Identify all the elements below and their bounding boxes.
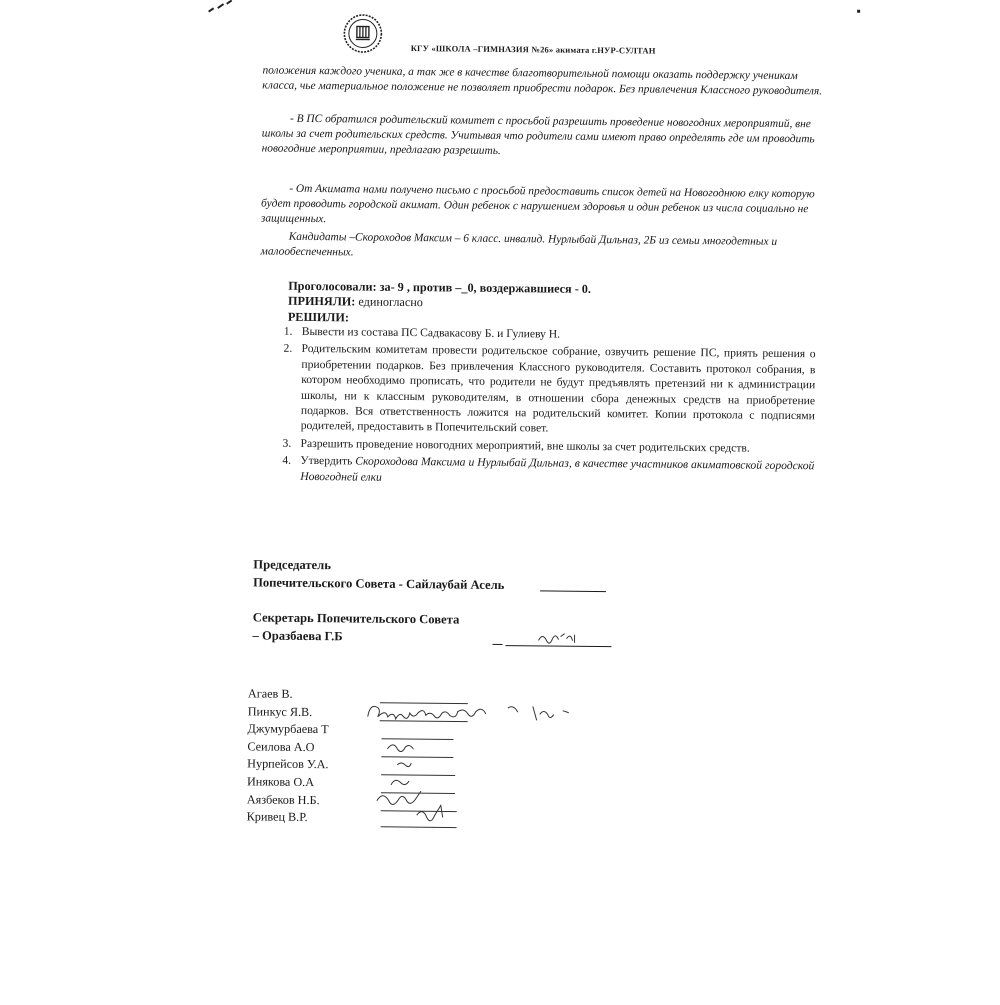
decision-number: 1. <box>284 324 293 339</box>
secretary-name: – Оразбаева Г.Б <box>252 626 342 645</box>
paragraph-1: положения каждого ученика, а так же в качестве благотворительной помощи оказать поддержку ученикам класса, чье материальное положение не позволяет приобрести подарок. Без привлечения Классного руководителя. <box>262 63 822 99</box>
school-logo <box>343 13 383 53</box>
member-name: Сеилова А.О <box>247 738 328 756</box>
secretary-role: Секретарь Попечительского Совета <box>253 608 460 628</box>
member-name: Кривец В.Р. <box>247 809 328 827</box>
chair-signature-line <box>540 590 606 592</box>
member-name: Пинкус Я.В. <box>248 703 329 721</box>
decision-text: Вывести из состава ПС Садвакасову Б. и Гулиеву Н. <box>302 325 560 341</box>
paragraph-2: - В ПС обратился родительский комитет с просьбой разрешить проведение новогодних мероприятий, вне школы за счет родительских средств. Учитывая что родители сами имеют право определять где им проводить новогодние мероприятии, предлагаю разрешить. <box>262 111 822 162</box>
member-name: Инякова О.А <box>247 773 328 791</box>
member-name: Агаев В. <box>248 685 329 703</box>
decision-item <box>267 341 816 439</box>
member-name: Нурпейсов У.А. <box>247 756 328 774</box>
decision-text: Разрешить проведение новогодних мероприятий, вне школы за счет родительских средств. <box>301 437 750 455</box>
scan-specks <box>5 0 1000 5</box>
decision-number: 4. <box>282 453 291 468</box>
member-name: Аязбеков Н.Б. <box>247 791 328 809</box>
decision-item <box>266 453 814 490</box>
secretary-signature-dash <box>492 644 502 645</box>
chair-role: Председатель <box>253 555 331 574</box>
decision-text: Родительским комитетам провести родительское собрание, озвучить решение ПС, приять решения о приобретении подарков. Без привлечения Классного руководителя. Составить протокол собрания, в котором необходимо прописать, что родители не будут предъявлять претензий ни к администрации школы, ни к классным руководителям, в отношении сбора денежных средств на приобретение подарков. Вся ответственность ложится на родительский комитет. Копии протокола с подписями родителей, предоставить в Попечительский совет. <box>301 342 816 435</box>
paragraph-3: - От Акимата нами получено письмо с просьбой предоставить список детей на Новогоднюю елку которую будет проводить городской акимат. Один ребенок с нарушением здоровья и один ребенок из числа социально не защищенных. <box>261 181 821 232</box>
decision-text: Утвердить <box>300 454 355 468</box>
secretary-signature-scribble <box>534 628 584 649</box>
decisions-list <box>266 324 816 492</box>
decision-number: 3. <box>283 436 292 451</box>
decision-text-italic: Скороходова Максима и Нурлыбай Дильназ, в качестве участников акиматовской городской Новогодней елки <box>300 455 814 484</box>
accepted-value: единогласно <box>355 294 423 309</box>
chair-name: Попечительского Совета - Сайлаубай Асель <box>253 573 504 594</box>
members-list <box>247 685 330 827</box>
decided-label: РЕШИЛИ: <box>288 310 349 326</box>
header-institution: КГУ «ШКОЛА –ГИМНАЗИЯ №26» акимата г.НУР-СУЛТАН <box>411 43 656 56</box>
member-name: Джумурбаева Т <box>247 721 328 739</box>
accepted-label: ПРИНЯЛИ: <box>288 294 355 309</box>
member-signatures <box>356 687 618 840</box>
accepted-line <box>288 294 423 310</box>
decision-number: 2. <box>283 341 292 356</box>
paragraph-4: Кандидаты –Скороходов Максим – 6 класс. инвалид. Нурлыбай Дильназ, 2Б из семьи многодетных и малообеспеченных. <box>261 229 821 265</box>
votes-result: Проголосовали: за- 9 , против –_0, воздержавшиеся - 0. <box>288 279 591 297</box>
